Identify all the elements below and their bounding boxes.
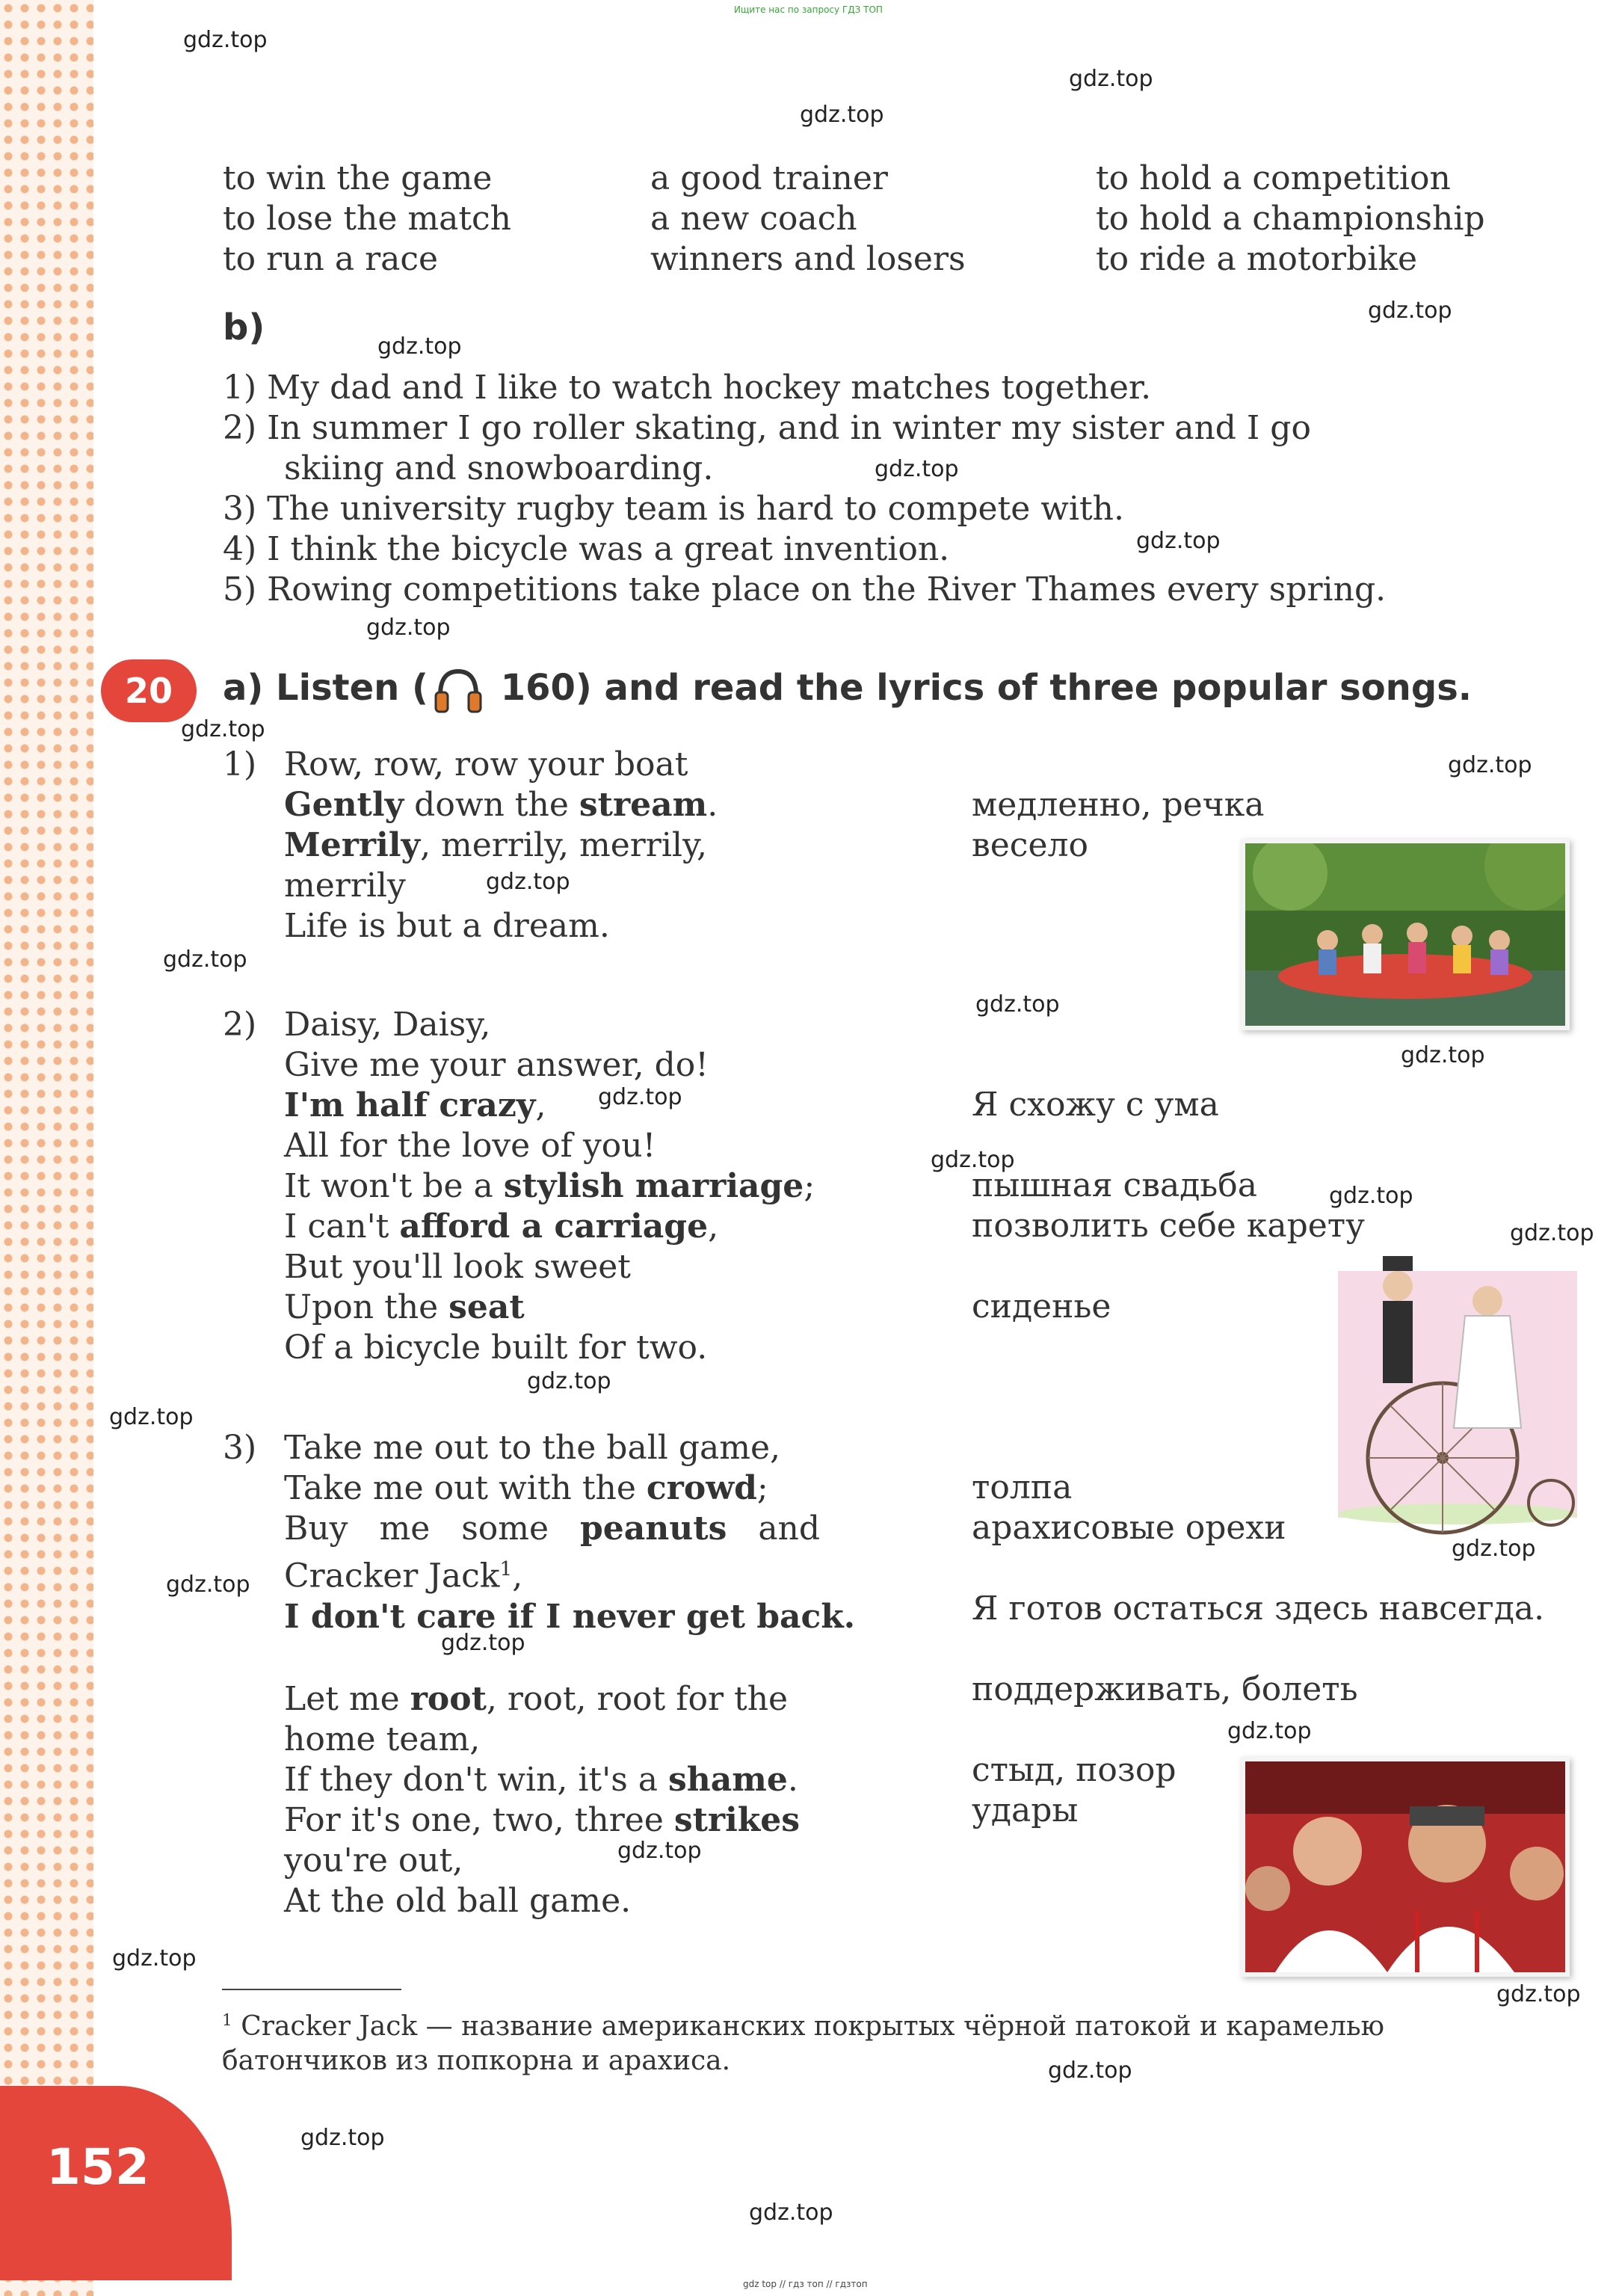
gloss: стыд, позор [972, 1751, 1177, 1789]
watermark: gdz.top [109, 1404, 194, 1430]
bottom-note: gdz top // гдз топ // гдзтоп [743, 2279, 868, 2289]
watermark: gdz.top [1069, 66, 1153, 92]
lyric-line: home team, [284, 1720, 481, 1758]
watermark: gdz.top [800, 102, 884, 128]
gloss: толпа [972, 1468, 1073, 1506]
lyric-line: It won't be a stylish marriage; [284, 1167, 815, 1205]
phrase: to run a race [223, 240, 439, 278]
phrase: winners and losers [650, 240, 966, 278]
watermark: gdz.top [598, 1084, 682, 1110]
watermark: gdz.top [486, 869, 570, 895]
watermark: gdz.top [1329, 1183, 1413, 1209]
lyric-line: you're out, [284, 1841, 463, 1880]
phrase: a new coach [650, 200, 857, 238]
list-item: 5) Rowing competitions take place on the River Thames every spring. [223, 570, 1387, 609]
part-b-label: b) [223, 307, 265, 348]
song-3-number: 3) [223, 1429, 257, 1467]
phrases-column-3 [1096, 158, 1485, 280]
song-2-number: 2) [223, 1006, 257, 1044]
part-b-list [223, 368, 1386, 610]
lyric-line: For it's one, two, three strikes [284, 1800, 801, 1839]
headphones-icon [431, 665, 485, 715]
lyric-line: Life is but a dream. [284, 907, 610, 945]
lyric-line: Row, row, row your boat [284, 745, 688, 784]
watermark: gdz.top [1496, 1981, 1581, 2007]
gloss: арахисовые орехи [972, 1509, 1286, 1547]
lyric-line: Take me out with the crowd; [284, 1469, 768, 1507]
list-item: 1) My dad and I like to watch hockey matches together. [223, 369, 1152, 407]
lyric-line: Of a bicycle built for two. [284, 1329, 708, 1367]
lyric-line: I don't care if I never get back. [284, 1597, 856, 1636]
lyric-line: Upon the seat [284, 1288, 525, 1326]
song-1-lyrics [284, 745, 718, 947]
phrase: to hold a championship [1096, 200, 1485, 238]
watermark: gdz.top [112, 1945, 197, 1972]
watermark: gdz.top [931, 1147, 1015, 1173]
lyric-line: Give me your answer, do! [284, 1046, 709, 1084]
task-heading: a) Listen ( 160) and read the lyrics of three popular songs. [223, 665, 1472, 715]
watermark: gdz.top [1510, 1220, 1594, 1246]
lyric-line: I can't afford a carriage, [284, 1207, 719, 1246]
song-1-number: 1) [223, 745, 257, 784]
list-item: 2) In summer I go roller skating, and in winter my sister and I go [223, 409, 1311, 447]
lyric-line: At the old ball game. [284, 1881, 632, 1920]
lyric-line: Daisy, Daisy, [284, 1006, 491, 1044]
phrases-column-2 [650, 158, 966, 280]
lyric-line: But you'll look sweet [284, 1248, 631, 1286]
lyric-line: All for the love of you! [284, 1127, 656, 1165]
watermark: gdz.top [1368, 298, 1452, 324]
dotted-margin-decoration [0, 0, 93, 2296]
lyric-line: I'm half crazy, [284, 1086, 546, 1124]
page-number: 152 [46, 2138, 149, 2196]
top-note: Ищите нас по запросу ГДЗ ТОП [734, 4, 883, 15]
gloss: Я схожу с ума [972, 1086, 1219, 1124]
lyric-line: Cracker Jack$^1$, [284, 1557, 523, 1595]
lyric-line: Buy me some peanuts and [284, 1509, 821, 1548]
list-item-continuation: skiing and snowboarding. [284, 449, 714, 487]
gloss: удары [972, 1791, 1079, 1829]
watermark: gdz.top [183, 27, 268, 53]
lyric-line: Gently down the stream. [284, 786, 718, 824]
phrase: to lose the match [223, 200, 511, 238]
watermark: gdz.top [163, 947, 247, 973]
phrase: a good trainer [650, 159, 888, 197]
watermark: gdz.top [1448, 752, 1532, 778]
gloss: пышная свадьба [972, 1166, 1257, 1204]
list-item: 3) The university rugby team is hard to compete with. [223, 490, 1125, 528]
watermark: gdz.top [749, 2200, 833, 2226]
watermark: gdz.top [300, 2125, 385, 2151]
bicycle-built-for-two-illustration [1330, 1256, 1585, 1540]
footnote-divider [222, 1989, 401, 1990]
phrases-column-1 [223, 158, 511, 280]
gloss: весело [972, 826, 1088, 864]
phrase: to ride a motorbike [1096, 240, 1418, 278]
lyric-line: merrily [284, 867, 406, 905]
watermark: gdz.top [875, 456, 959, 482]
list-item: 4) I think the bicycle was a great invention. [223, 530, 950, 568]
task-number-badge: 20 [101, 659, 197, 722]
gloss: поддерживать, болеть [972, 1670, 1358, 1708]
gloss: Я готов остаться здесь навсегда. [972, 1589, 1545, 1628]
phrase: to win the game [223, 159, 493, 197]
lyric-line: Let me root, root, root for the [284, 1679, 789, 1718]
rowing-boat-photo [1241, 839, 1570, 1030]
song-2-lyrics [284, 1005, 815, 1368]
watermark: gdz.top [1452, 1536, 1536, 1562]
watermark: gdz.top [1048, 2058, 1132, 2084]
phrase: to hold a competition [1096, 159, 1451, 197]
lyric-line: Merrily, merrily, merrily, [284, 826, 707, 864]
song-3-lyrics [284, 1428, 855, 1921]
watermark: gdz.top [1227, 1718, 1312, 1744]
baseball-fans-photo [1241, 1757, 1570, 1977]
song-1-glossary [972, 785, 1265, 866]
watermark: gdz.top [366, 615, 451, 641]
footnote-line: батончиков из попкорна и арахиса. [222, 2046, 731, 2076]
watermark: gdz.top [975, 991, 1060, 1018]
watermark: gdz.top [377, 333, 462, 360]
footnote-line: $^1$ Cracker Jack — название американских покрытых чёрной патокой и карамелью [222, 2011, 1384, 2042]
watermark: gdz.top [527, 1368, 611, 1394]
lyric-line: Take me out to the ball game, [284, 1429, 780, 1467]
watermark: gdz.top [181, 716, 265, 742]
watermark: gdz.top [1136, 528, 1221, 554]
watermark: gdz.top [617, 1838, 702, 1864]
lyric-line: If they don't win, it's a shame. [284, 1760, 798, 1799]
gloss: медленно, речка [972, 786, 1265, 824]
watermark: gdz.top [1401, 1042, 1485, 1068]
gloss: сиденье [972, 1287, 1111, 1326]
gloss: позволить себе карету [972, 1207, 1366, 1245]
watermark: gdz.top [441, 1630, 525, 1656]
footnote [222, 2004, 1384, 2078]
watermark: gdz.top [166, 1572, 250, 1598]
